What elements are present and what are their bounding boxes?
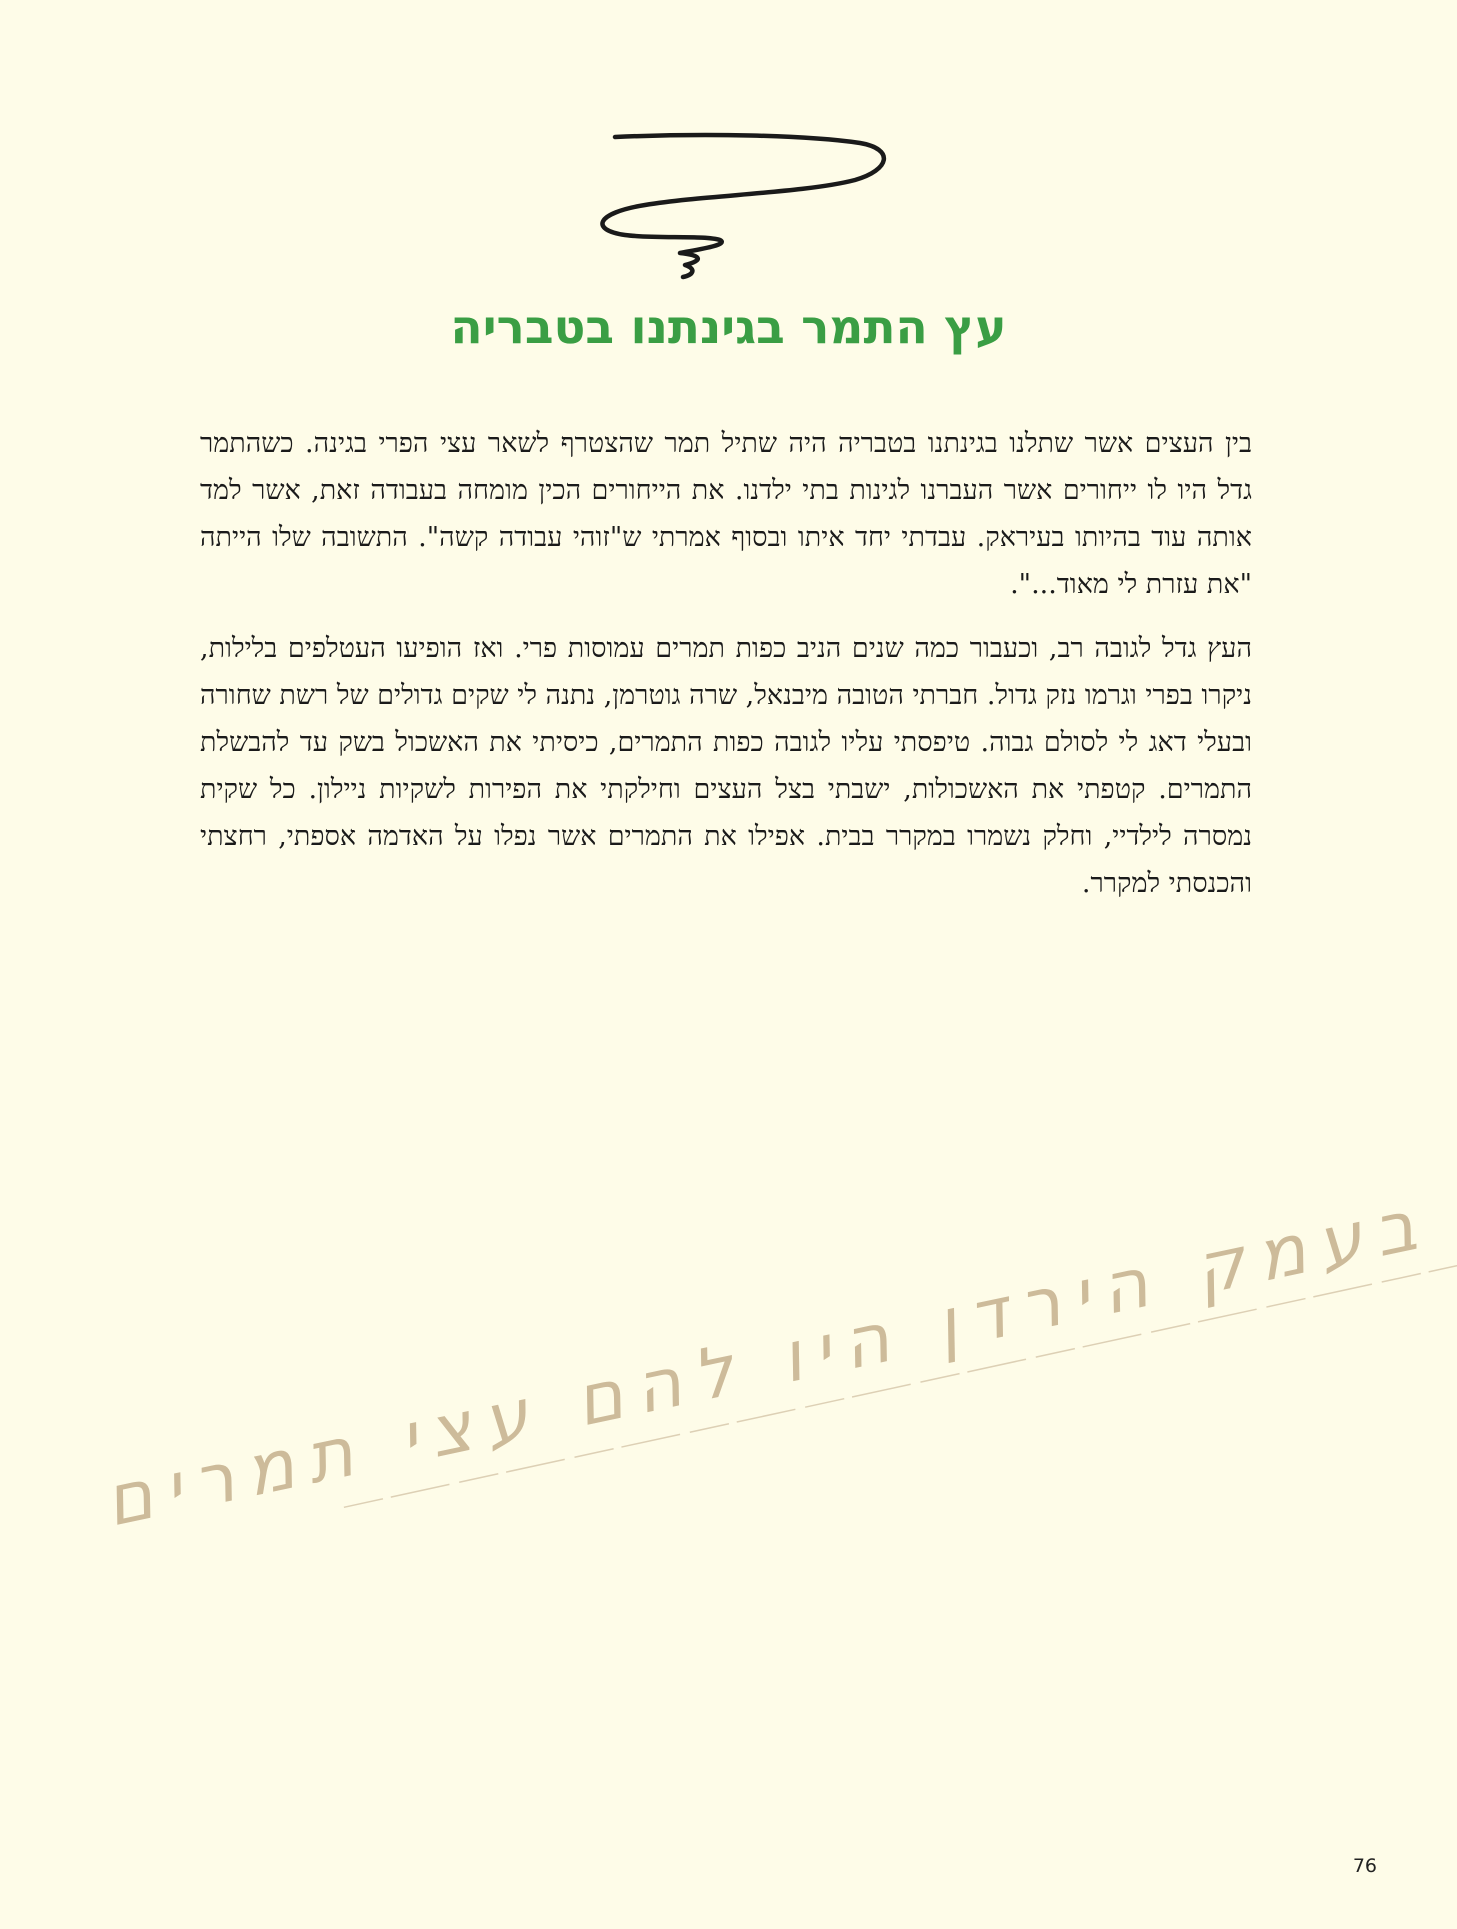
page-title: עץ התמר בגינתנו בטבריה [450,300,1007,355]
decorative-squiggle-icon [585,125,895,290]
handwritten-note [97,1181,1457,1543]
paragraph: בין העצים אשר שתלנו בגינתנו בטבריה היה שתיל תמר שהצטרף לשאר עצי הפרי בגינה. כשהתמר גדל היו לו ייחורים אשר העברנו לגינות בתי ילדנו. את הייחורים הכין מומחה בעבודה זאת, אשר למד אותה עוד בהיותו בעיראק. עבדתי יחד איתו ובסוף אמרתי ש"זוהי עבודה קשה". התשובה שלו הייתה "את עזרת לי מאוד...". [200,428,1252,600]
page-number: 76 [1352,1855,1377,1877]
handwritten-note-text: בעמק הירדן היו להם עצי תמרים [97,1181,1437,1543]
paragraph: העץ גדל לגובה רב, וכעבור כמה שנים הניב כפות תמרים עמוסות פרי. ואז הופיעו העטלפים בלילות, ניקרו בפרי וגרמו נזק גדול. חברתי הטובה מיבנאל, שרה גוטרמן, נתנה לי שקים גדולים של רשת שחורה ובעלי דאג לי לסולם גבוה. טיפסתי עליו לגובה כפות התמרים, כיסיתי את האשכול בשק עד להבשלת התמרים. קטפתי את האשכולות, ישבתי בצל העצים וחילקתי את הפירות לשקיות ניילון. כל שקית נמסרה לילדיי, וחלק נשמרו במקרר בבית. אפילו את התמרים אשר נפלו על האדמה אספתי, רחצתי והכנסתי למקרר. [200,633,1252,899]
article-body [200,420,1252,924]
